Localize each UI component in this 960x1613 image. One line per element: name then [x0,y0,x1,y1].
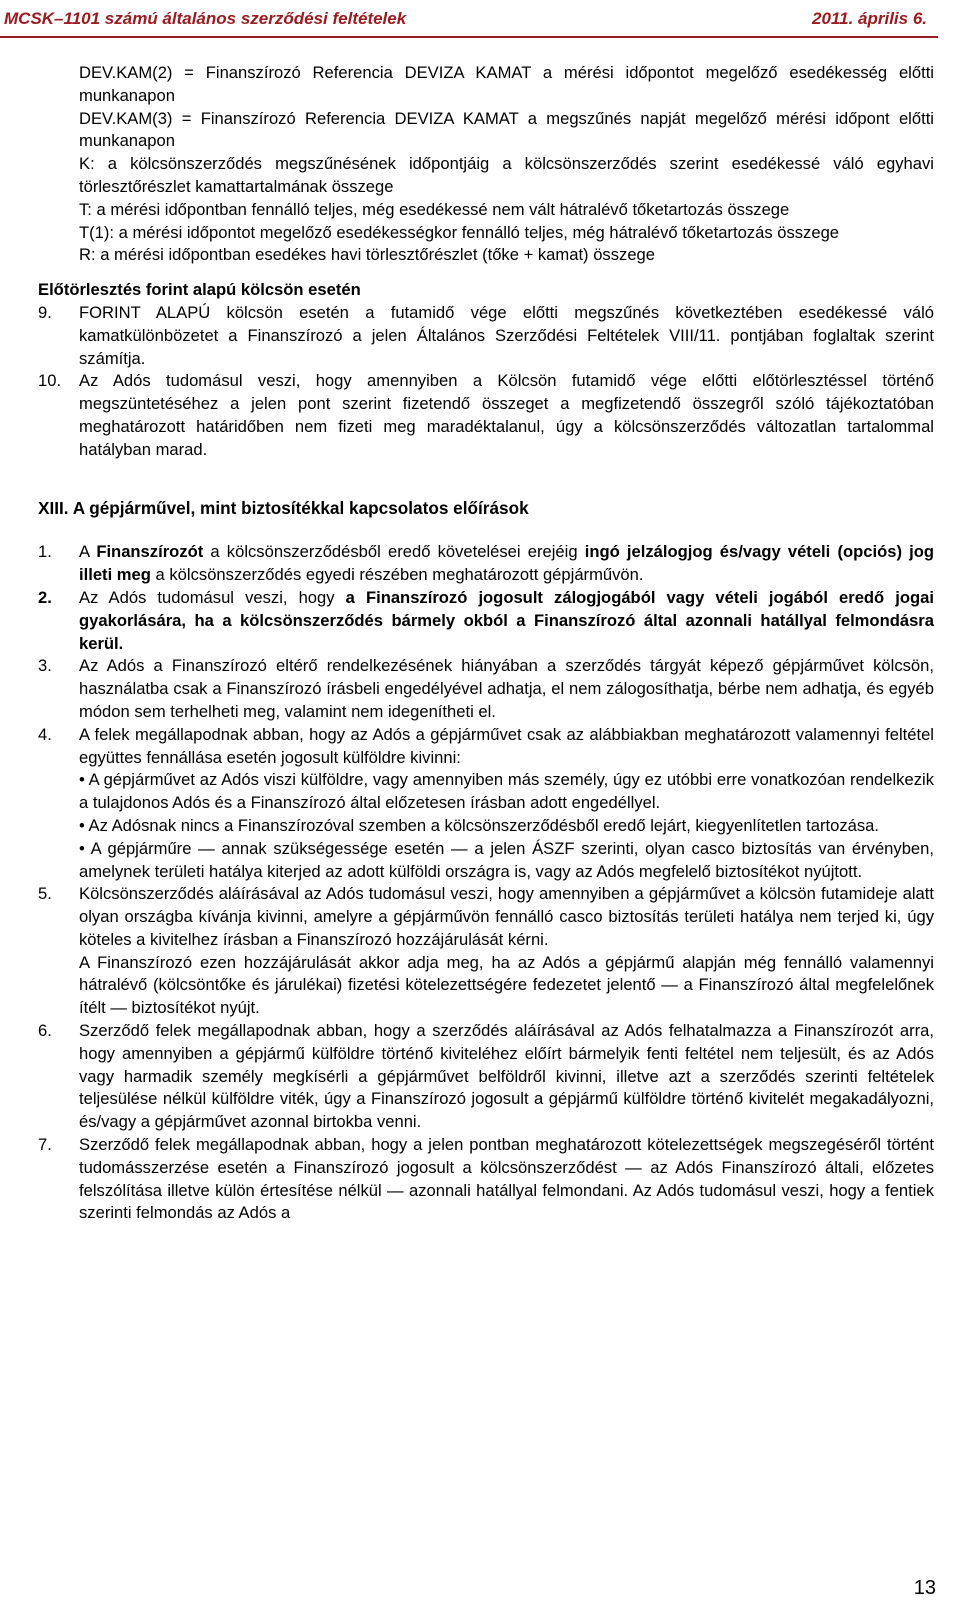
item-bold-text: a Finanszírozó jogosult zálogjogából vagy vételi jogából eredő jogai gyakorlására, ha a kölcsönszerződés bármely okból a Finanszírozó által azonnali hatállyal felmondásra kerül. [79,587,934,653]
header-rule [0,36,938,38]
definition-t: T: a mérési időpontban fennálló teljes, még esedékessé nem vált hátralévő tőketartozás összege [79,199,790,219]
definition-k: K: a kölcsönszerződés megszűnésének időpontjáig a kölcsönszerződés szerint esedékessé váló egyhavi törlesztőrészlet kamattartalmának összege [79,154,934,196]
clause-number: 9. [38,302,52,322]
item-text: Szerződő felek megállapodnak abban, hogy a jelen pontban meghatározott kötelezettségek megszegéséről történt tudomásszerzése esetén a Finanszírozó jogosult a kölcsönszerződést — az Adós Finanszírozó általi, előzetes felszólítása illetve külön értesítése nélkül — azonnali hatállyal felmondani. Az Adós tudomásul veszi, hogy a fentiek szerinti felmondás az Adós a [79,1135,934,1223]
definition-dev-kam-2: DEV.KAM(2) = Finanszírozó Referencia DEVIZA KAMAT a mérési időpontot megelőző esedékesség előtti munkanapon [79,63,934,105]
page-number: 13 [913,1577,936,1599]
clause-number: 10. [38,371,62,391]
definition-r: R: a mérési időpontban esedékes havi törlesztőrészlet (tőke + kamat) összege [79,245,656,265]
item-number: 7. [38,1135,52,1155]
definition-dev-kam-3: DEV.KAM(3) = Finanszírozó Referencia DEVIZA KAMAT a megszűnés napját megelőző mérési időpont előtti munkanapon [79,108,934,151]
chapter-heading: XIII. A gépjárművel, mint biztosítékkal kapcsolatos előírások [38,497,529,518]
item-number: 6. [38,1021,52,1041]
bullet-item: • Az Adósnak nincs a Finanszírozóval szemben a kölcsönszerződésből eredő lejárt, kiegyenlítetlen tartozása. [79,815,879,835]
item-text: a kölcsönszerződésből eredő követelései erejéig [203,542,585,562]
bullet-item: • A gépjárművet az Adós viszi külföldre, vagy amennyiben más személy, úgy ez utóbbi erre vonatkozóan rendelkezik a tulajdonos Adós és a Finanszírozó által előzetesen írásban adott engedéllyel. [79,770,934,813]
header-title: MCSK–1101 számú általános szerződési feltételek [4,9,407,28]
header-date: 2011. április 6. [812,9,927,28]
item-text: Szerződő felek megállapodnak abban, hogy a szerződés aláírásával az Adós felhatalmazza a Finanszírozót arra, hogy amennyiben a gépjármű külföldre történő kiviteléhez előírt bármelyik fenti feltétel nem teljesült, és az Adós vagy harmadik személy megkísérli a gépjárművet belföldről kivinni, illetve azt a szerződés szerinti feltételek teljesülése nélkül külföldre viték, úgy a Finanszírozó jogosult a gépjármű külföldre történő kivitelét megakadályozni, és/vagy a gépjárművet azonnal birtokba venni. [79,1021,934,1132]
item-5-continuation: A Finanszírozó ezen hozzájárulását akkor adja meg, ha az Adós a gépjármű alapján még fennálló valamennyi hátralévő (kölcsöntőke és járulékai) fizetési kötelezettségére fedezetet jelentő — a Finanszírozó által megfelelőnek ítélt — biztosítékot nyújt. [79,952,934,1018]
document-body [38,62,935,1225]
item-number: 1. [38,542,52,562]
clause-text: Az Adós tudomásul veszi, hogy amennyiben a Kölcsön futamidő vége előtti előtörlesztéssel történő megszüntetéséhez a jelen pont szerint fizetendő összeget a megfizetendő összegről szóló tájékoztatóban meghatározott határidőben nem fizeti meg maradéktalanul, úgy a kölcsönszerződés változatlan tartalommal hatályban marad. [79,371,934,459]
item-number: 3. [38,656,52,676]
item-7 [38,1134,934,1225]
item-number: 5. [38,884,52,904]
item-2 [38,587,934,655]
clause-10 [38,370,934,461]
item-text: Kölcsönszerződés aláírásával az Adós tudomásul veszi, hogy amennyiben a gépjárművet a kölcsön futamideje alatt olyan országba kívánja kivinni, amelyre a gépjárművön fennálló casco biztosítás területi hatálya nem terjed ki, úgy köteles a kivitelhez írásban a Finanszírozó hozzájárulását kérni. [79,884,934,949]
item-6 [38,1020,934,1134]
item-number: 2. [38,587,52,607]
item-5 [38,883,934,951]
prepayment-heading: Előtörlesztés forint alapú kölcsön esetén [38,280,361,300]
page-header [0,0,960,38]
item-4 [38,724,934,770]
item-text: Az Adós tudomásul veszi, hogy [79,587,346,607]
item-number: 4. [38,724,52,744]
item-text: A felek megállapodnak abban, hogy az Adós a gépjárművet csak az alábbiakban meghatározott valamennyi feltétel együttes fennállása esetén jogosult külföldre kivinni: [79,724,934,767]
bullet-item: • A gépjárműre — annak szükségessége esetén — a jelen ÁSZF szerinti, olyan casco biztosítás van érvényben, amelynek területi hatálya kiterjed az adott külföldi országra is, vagy az Adós megfelelő biztosítékot nyújtott. [79,838,934,881]
item-text: a kölcsönszerződés egyedi részében meghatározott gépjárművön. [150,565,644,585]
item-3 [38,655,934,723]
definition-t1: T(1): a mérési időpontot megelőző esedékességkor fennálló teljes, még hátralévő tőketartozás összege [79,222,840,242]
item-text: Az Adós a Finanszírozó eltérő rendelkezésének hiányában a szerződés tárgyát képező gépjárművet kölcsön, használatba csak a Finanszírozó írásbeli engedélyével adhatja, el nem zálogosíthatja, bérbe nem adhatja, és egyéb módon sem terhelheti meg, valamint nem idegenítheti el. [79,656,934,721]
item-text: A [79,542,97,562]
clause-text: FORINT ALAPÚ kölcsön esetén a futamidő vége előtti megszűnés következtében esedékessé váló kamatkülönbözetet a Finanszírozó a jelen Általános Szerződési Feltételek VIII/11. pontjában foglaltak szerint számítja. [79,302,934,368]
item-bold-text: ingó jelzálogjog és/vagy vételi (opciós) jog illeti meg [79,542,935,585]
item-1 [38,541,935,587]
clause-9 [38,302,934,370]
item-bold-text: Finanszírozót [96,542,204,562]
